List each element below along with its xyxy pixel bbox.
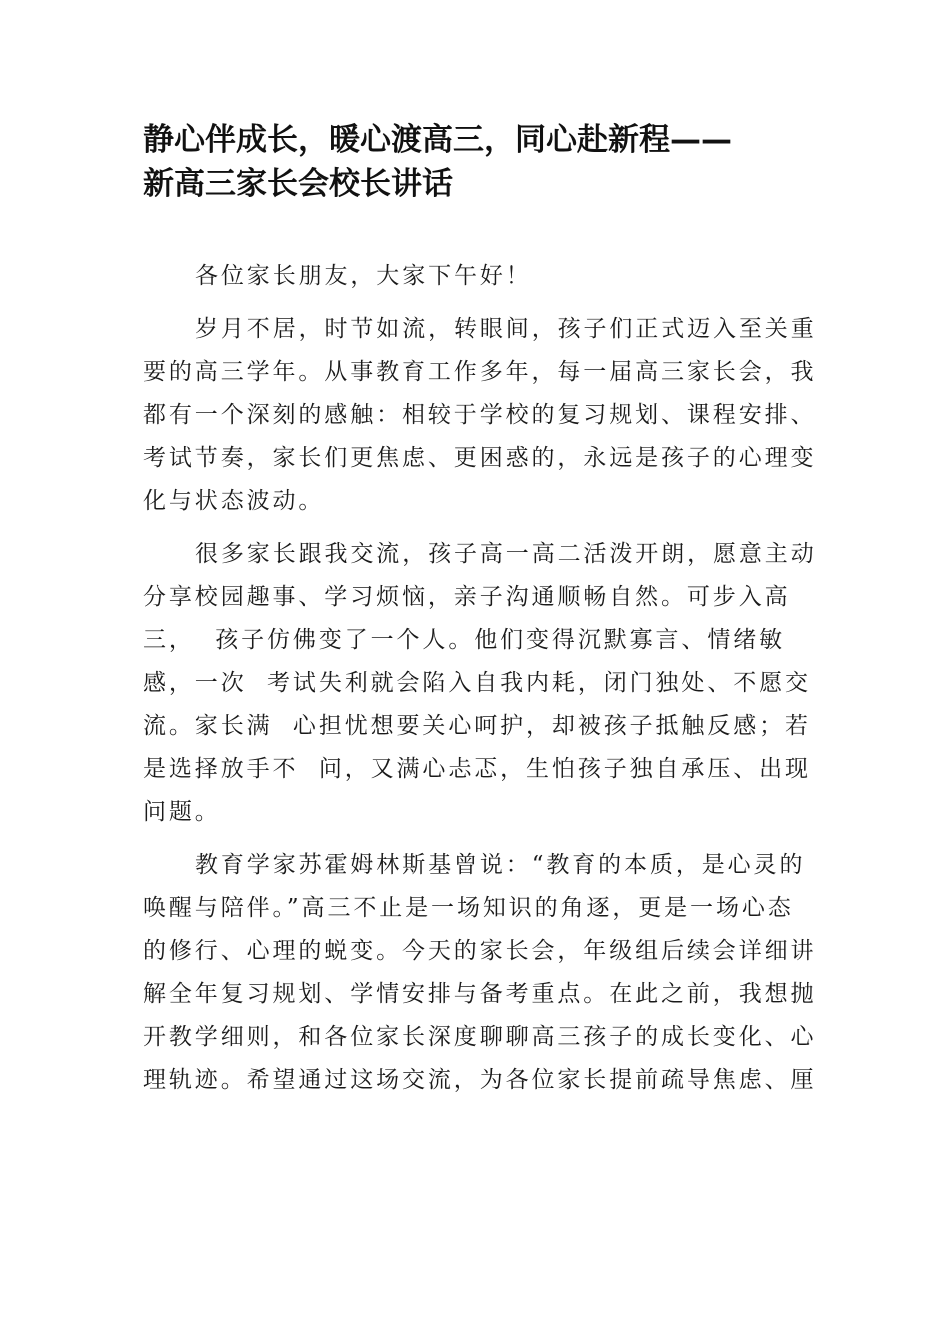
text-line: 问题。 xyxy=(143,799,221,825)
text-line: 流。家长满 心担忧想要关心呵护，却被孩子抵触反感；若 xyxy=(143,713,811,739)
text-line: 很多家长跟我交流，孩子高一高二活泼开朗，愿意主动 xyxy=(195,541,817,567)
text-line: 化与状态波动。 xyxy=(143,488,325,514)
text-line: 要的高三学年。从事教育工作多年，每一届高三家长会，我 xyxy=(143,359,817,385)
text-line: 分享校园趣事、学习烦恼，亲子沟通顺畅自然。可步入高 xyxy=(143,584,791,610)
text-line: 各位家长朋友，大家下午好！ xyxy=(195,263,532,289)
title-line: 静心伴成长，暖心渡高三，同心赴新程—— xyxy=(143,122,732,158)
text-line: 解全年复习规划、学情安排与备考重点。在此之前，我想抛 xyxy=(143,981,817,1007)
text-line: 考试节奏，家长们更焦虑、更困惑的，永远是孩子的心理变 xyxy=(143,445,817,471)
text-line: 岁月不居，时节如流，转眼间，孩子们正式迈入至关重 xyxy=(195,316,817,342)
paragraph xyxy=(143,533,817,834)
title-line: 新高三家长会校长讲话 xyxy=(143,166,453,202)
text-line: 理轨迹。希望通过这场交流，为各位家长提前疏导焦虑、厘 xyxy=(143,1067,817,1093)
text-line: 三， 孩子仿佛变了一个人。他们变得沉默寡言、情绪敏 xyxy=(143,627,786,653)
text-line: 都有一个深刻的感触：相较于学校的复习规划、课程安排、 xyxy=(143,402,817,428)
text-line: 开教学细则，和各位家长深度聊聊高三孩子的成长变化、心 xyxy=(143,1024,817,1050)
document-title xyxy=(143,118,823,206)
document-body xyxy=(143,255,817,1112)
paragraph-greeting xyxy=(143,255,807,298)
text-line: 的修行、心理的蜕变。今天的家长会，年级组后续会详细讲 xyxy=(143,938,817,964)
text-line: 是选择放手不 问，又满心忐忑，生怕孩子独自承压、出现 xyxy=(143,756,811,782)
text-line: 唤醒与陪伴。”高三不止是一场知识的角逐，更是一场心态 xyxy=(143,895,794,921)
text-line: 教育学家苏霍姆林斯基曾说：“教育的本质，是心灵的 xyxy=(195,852,806,878)
paragraph xyxy=(143,844,817,1102)
text-line: 感，一次 考试失利就会陷入自我内耗，闭门独处、不愿交 xyxy=(143,670,811,696)
paragraph xyxy=(143,308,817,523)
